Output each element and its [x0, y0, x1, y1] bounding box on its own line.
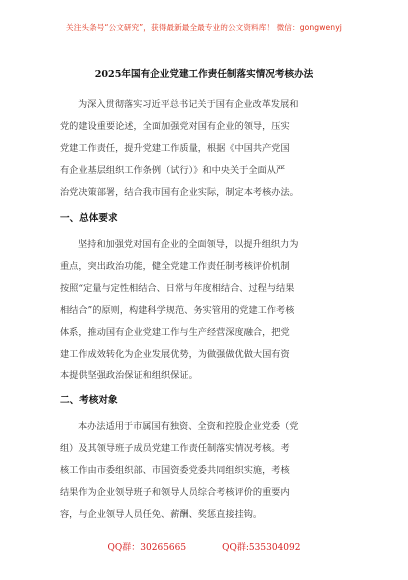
intro-line: 为深入贯彻落实习近平总书记关于国有企业改革发展和 [78, 99, 299, 110]
section1-line: 按照“定量与定性相结合、日常与年度相结合、过程与结果 [60, 282, 295, 294]
section1-line: 重点，突出政治功能，健全党建工作责任制考核评价机制 [60, 260, 290, 272]
section2-paragraph [60, 416, 352, 526]
header-promo-note: 关注头条号“公文研究”，获得最新最全最专业的公文资料库！ 微信：gongwenyj [66, 23, 342, 32]
intro-line: 治党决策部署，结合我市国有企业实际，制定本考核办法。 [60, 186, 299, 198]
intro-line: 党的建设重要论述，全面加强党对国有企业的领导，压实 [60, 120, 290, 132]
section1-line: 建工作成效转化为企业发展优势，为做强做优做大国有资 [60, 348, 290, 360]
section2-line: 容，与企业领导人员任免、薪酬、奖惩直接挂钩。 [60, 508, 263, 520]
intro-line: 党建工作责任，提升党建工作质量，根据《中国共产党国 [60, 142, 290, 154]
section2-line: 结果作为企业领导班子和领导人员综合考核评价的重要内 [60, 486, 290, 498]
section2-line: 本办法适用于市属国有独资、全资和控股企业党委（党 [78, 421, 299, 432]
footer-qq-group-2: QQ群:535304092 [222, 543, 301, 553]
section-heading-assessment-targets: 二、考核对象 [60, 395, 118, 406]
footer-qq-groups [0, 540, 408, 553]
section2-line: 组）及其领导班子成员党建工作责任制落实情况考核。考 [60, 442, 290, 454]
footer-qq-group-1: QQ群：30265665 [107, 543, 187, 553]
section1-line: 本提供坚强政治保证和组织保证。 [60, 370, 198, 382]
section1-paragraph [60, 234, 352, 387]
section-heading-general-requirements: 一、总体要求 [60, 213, 118, 224]
intro-line: 有企业基层组织工作条例（试行）》和中央关于全面从严 [60, 164, 286, 176]
section1-line: 坚持和加强党对国有企业的全面领导，以提升组织力为 [78, 239, 299, 250]
section1-line: 体系，推动国有企业党建工作与生产经营深度融合，把党 [60, 326, 290, 338]
document-title: 2025年国有企业党建工作责任制落实情况考核办法 [94, 69, 314, 80]
section2-line: 核工作由市委组织部、市国资委党委共同组织实施，考核 [60, 464, 290, 476]
section1-line: 相结合”的原则，构建科学规范、务实管用的党建工作考核 [60, 304, 295, 316]
intro-paragraph [60, 94, 352, 204]
